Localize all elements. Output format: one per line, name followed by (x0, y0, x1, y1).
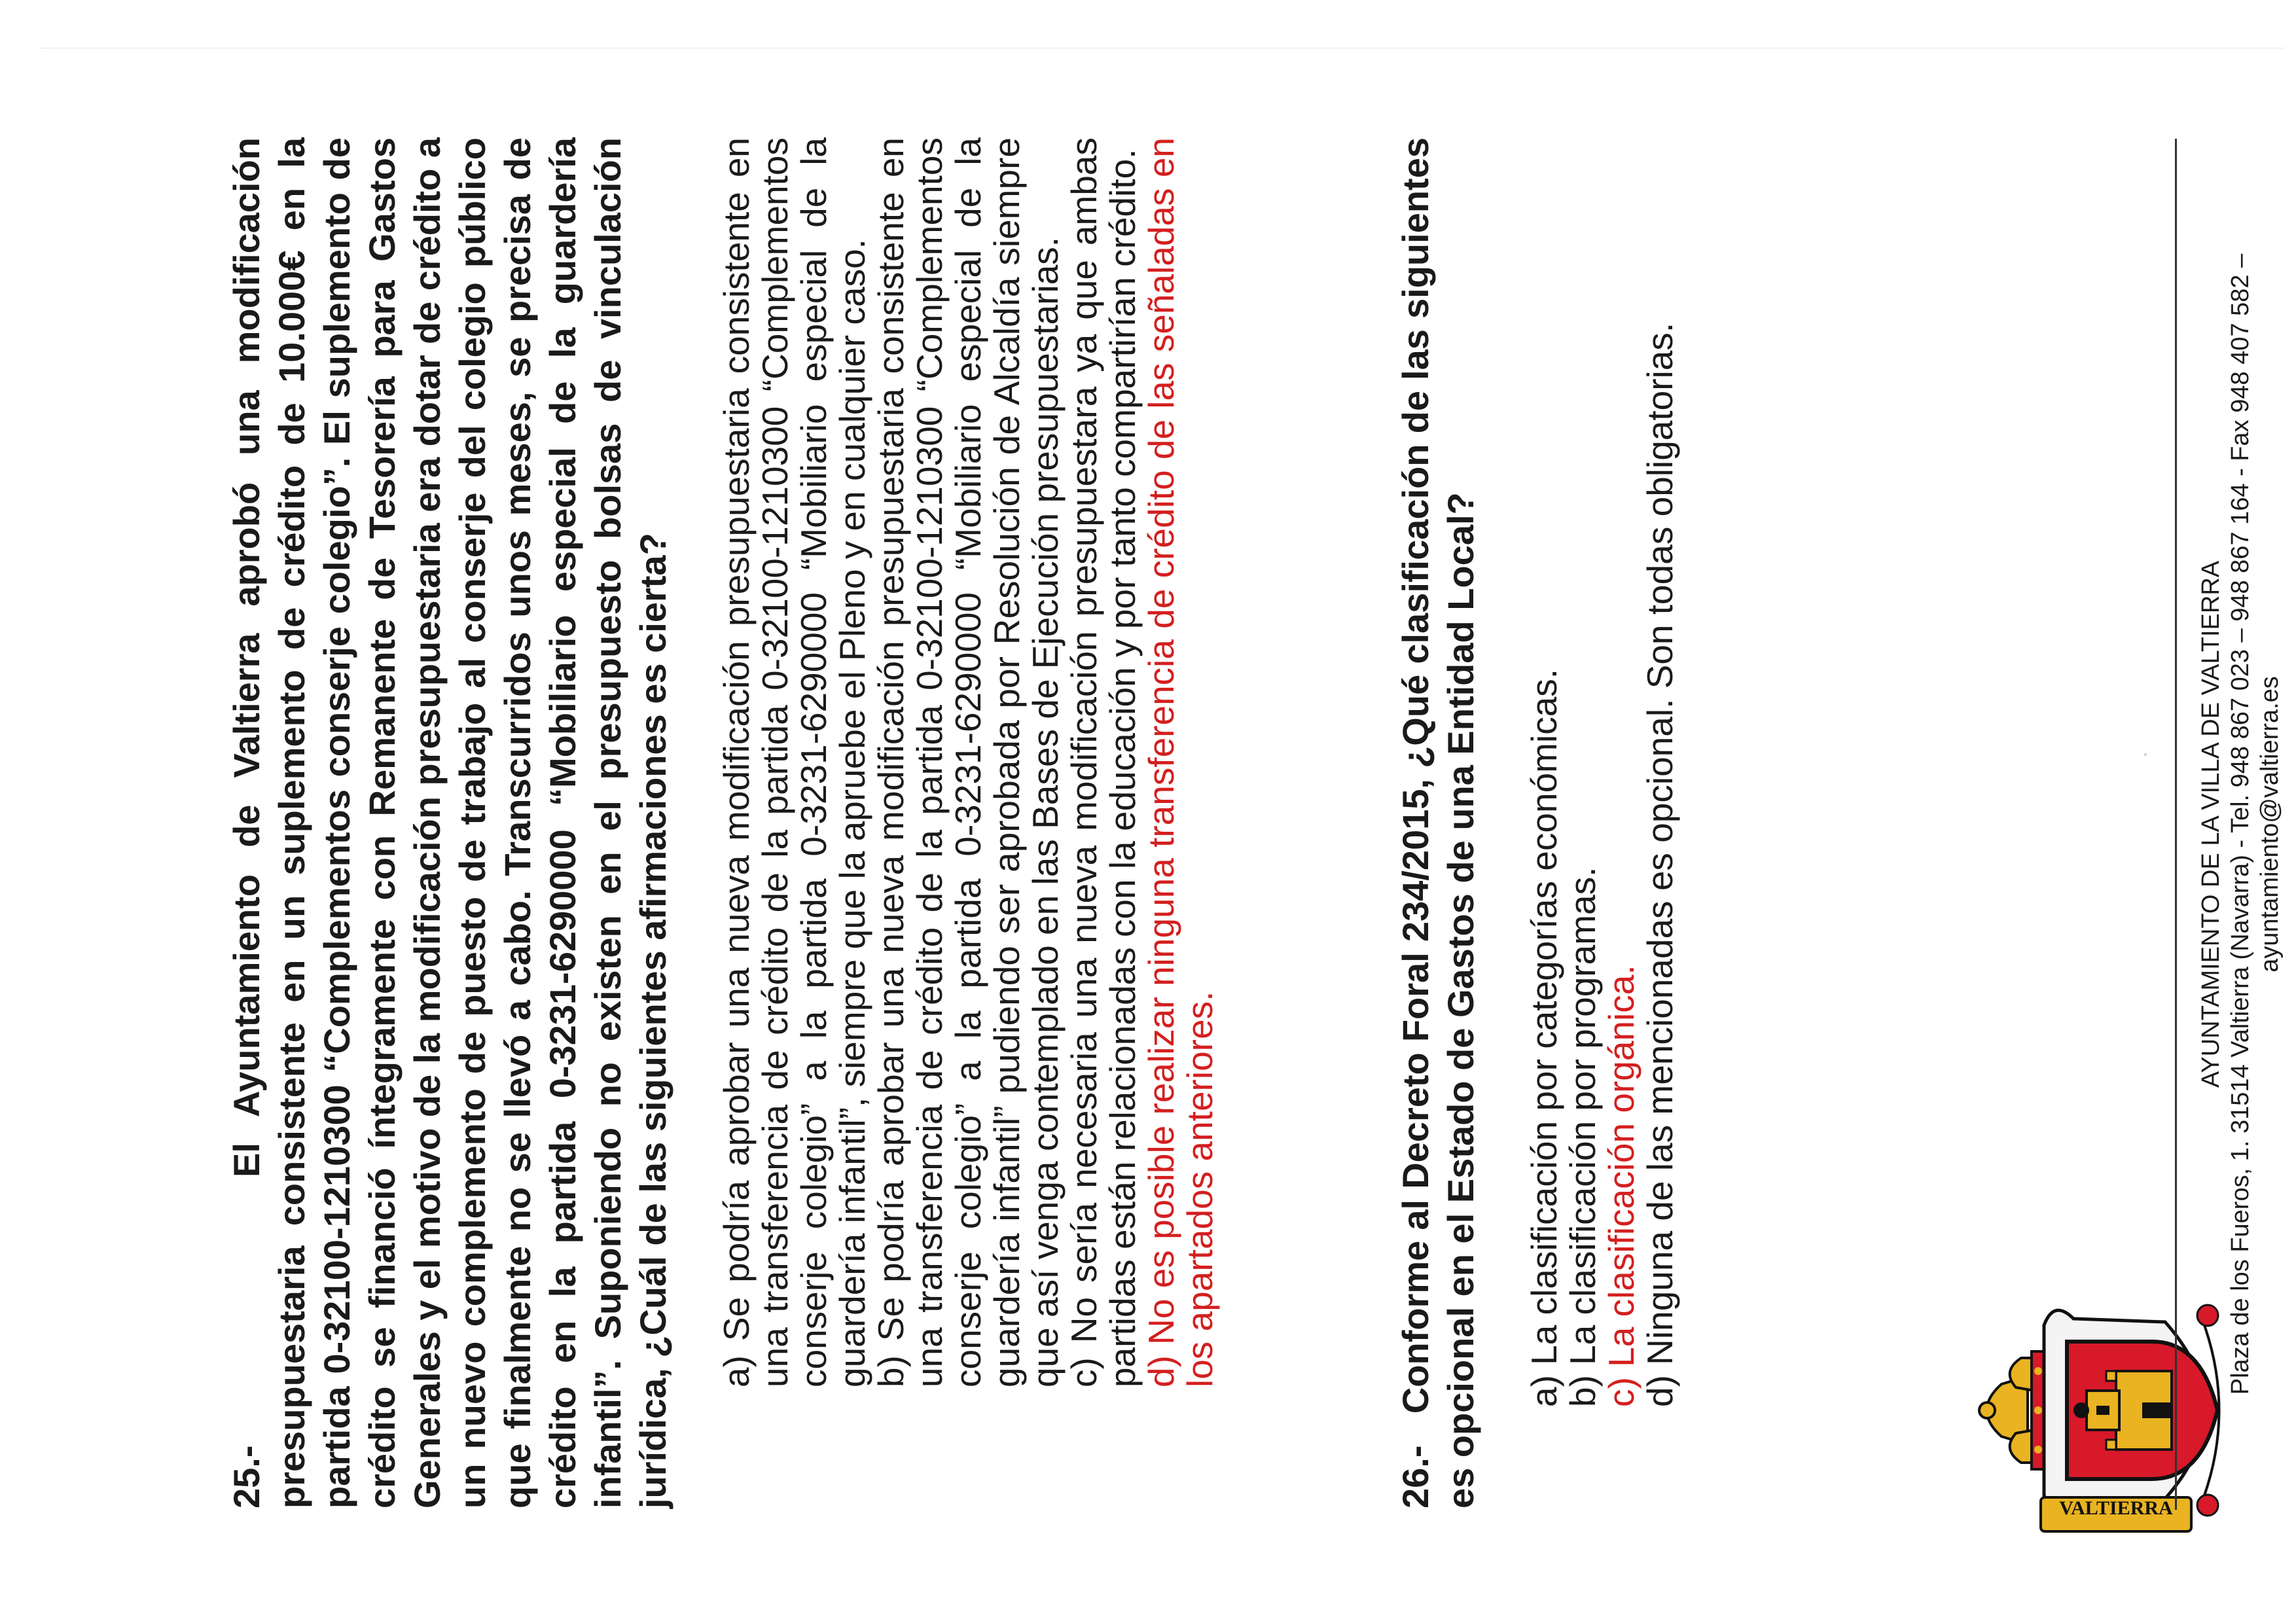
option-text: Se podría aprobar una nueva modificación presupuestaria consistente en una transferencia de crédito de la partida 0-32100-1210300 “Complementos conserje colegio” a la partida 0-3231-6290000 “Mobiliario especial de la guardería infantil”, siempre que la apruebe el Pleno y en cualquier caso. (716, 137, 872, 1387)
option-letter: d) (1640, 1375, 1680, 1407)
options-list (717, 137, 1219, 1387)
option-b (872, 137, 1065, 1387)
option-letter: c) (1064, 1357, 1104, 1387)
option-text: Se podría aprobar una nueva modificación presupuestaria consistente en una transferencia de crédito de la partida 0-32100-1210300 “Complementos conserje colegio” a la partida 0-3231-6290000 “Mobiliario especial de la guardería infantil” pudiendo ser aprobada por Resolución de Alcaldía siempre que así venga contemplado en las Bases de Ejecución presupuestarias. (870, 137, 1066, 1387)
question-number: 26.- (1395, 1445, 1436, 1508)
option-text: No sería necesaria una nueva modificación presupuestara ya que ambas partidas están relacionadas con la educación y por tanto compartirían crédito. (1064, 137, 1143, 1387)
svg-text:VALTIERRA: VALTIERRA (2059, 1497, 2173, 1519)
question-number: 25.- (226, 1445, 267, 1508)
option-letter: c) (1601, 1377, 1641, 1407)
crown-icon (1979, 1351, 2045, 1469)
option-letter: b) (870, 1355, 911, 1387)
footer-org-name: AYUNTAMIENTO DE LA VILLA DE VALTIERRA (2197, 560, 2225, 1088)
option-c (1065, 137, 1142, 1387)
option-b (1564, 137, 1602, 1407)
footer-divider (2175, 139, 2177, 1510)
option-letter: a) (716, 1355, 757, 1387)
option-letter: d) (1141, 1355, 1181, 1387)
option-text: Ninguna de las mencionadas es opcional. Son todas obligatorias. (1640, 322, 1680, 1365)
option-d-correct (1142, 137, 1219, 1387)
option-text: No es posible realizar ninguna transferencia de crédito de las señaladas en los apartados anteriores. (1141, 137, 1220, 1387)
question-text: Conforme al Decreto Foral 234/2015, ¿Qué clasificación de las siguientes es opcional en el Estado de Gastos de una Entidad Local? (1395, 137, 1481, 1508)
option-text: La clasificación por categorías económicas. (1524, 668, 1564, 1365)
question-26 (1393, 137, 1679, 1508)
footer (2197, 139, 2285, 1510)
scan-artifact (2144, 753, 2147, 756)
option-letter: a) (1524, 1375, 1564, 1407)
option-c-correct (1602, 137, 1641, 1407)
valtierra-banner (2041, 1497, 2191, 1531)
option-text: La clasificación por programas. (1562, 866, 1603, 1365)
footer-contact: Plaza de los Fueros, 1. 31514 Valtierra (Navarra) - Tel. 948 867 023 – 948 867 164 - Fax 948 407 582 – ayuntamiento@valtierra.es (2227, 253, 2284, 1395)
option-letter: b) (1562, 1375, 1603, 1407)
question-title (1393, 137, 1483, 1508)
option-a (1525, 137, 1564, 1407)
question-title (224, 137, 675, 1508)
option-text: La clasificación orgánica. (1601, 965, 1641, 1367)
option-a (717, 137, 872, 1387)
question-text: El Ayuntamiento de Valtierra aprobó una modificación presupuestaria consistente en un suplemento de crédito de 10.000€ en la partida 0-32100-1210300 “Complementos conserje colegio”. El suplemento de crédito se financió íntegramente con Remanente de Tesorería para Gastos Generales y el motivo de la modificación presupuestaria era dotar de crédito a un nuevo complemento de puesto de trabajo al conserje del colegio público que finalmente no se llevó a cabo. Transcurridos unos meses, se precisa de crédito en la partida 0-3231-6290000 “Mobiliario especial de la guardería infantil”. Suponiendo no existen en el presupuesto bolsas de vinculación jurídica, ¿Cuál de las siguientes afirmaciones es cierta? (226, 137, 673, 1508)
question-25 (224, 137, 1219, 1508)
option-d (1641, 137, 1679, 1407)
options-list (1525, 137, 1679, 1407)
